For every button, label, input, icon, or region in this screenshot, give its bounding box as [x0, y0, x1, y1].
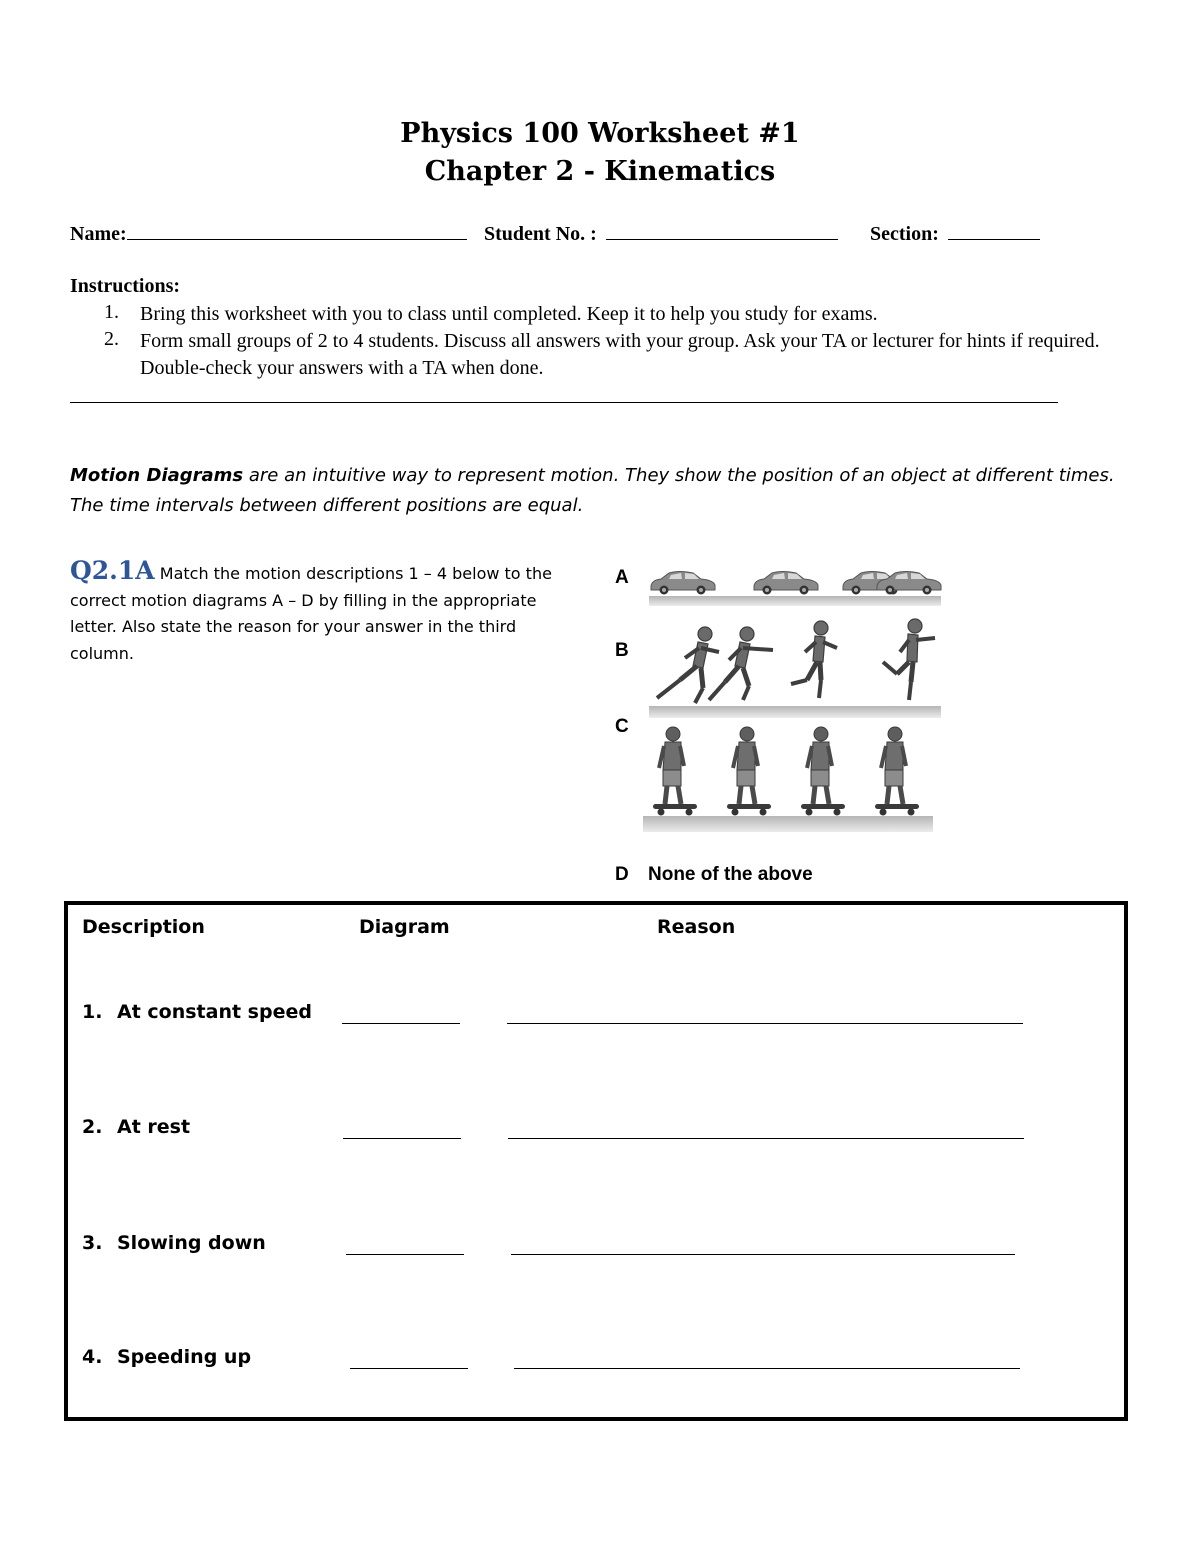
name-label: Name: — [70, 223, 127, 245]
question-label: Q2.1A — [70, 556, 155, 585]
skater-3 — [801, 727, 845, 816]
diagram-d-text: None of the above — [648, 864, 813, 885]
instruction-item-2: Form small groups of 2 to 4 students. Discuss all answers with your group. Ask your TA or lecturer for hints if required. Double-check your answers with a TA when done. — [140, 330, 1100, 379]
row-4-reason-blank[interactable] — [514, 1368, 1020, 1369]
runner-1 — [657, 627, 719, 703]
car-1 — [651, 572, 715, 595]
car-2 — [754, 572, 818, 595]
question-text: Match the motion descriptions 1 – 4 below to the correct motion diagrams A – D by filling in the appropriate letter. Also state the reason for your answer in the third column. — [70, 564, 552, 663]
header-diagram: Diagram — [359, 916, 450, 938]
name-field[interactable] — [70, 221, 467, 246]
skater-1 — [653, 727, 697, 816]
row-4-num: 4. — [82, 1346, 103, 1368]
instructions-heading: Instructions: — [70, 275, 181, 297]
page-subtitle: Chapter 2 - Kinematics — [424, 156, 776, 187]
row-1-label: At constant speed — [117, 1001, 312, 1023]
runner-4 — [883, 619, 935, 700]
section-divider — [70, 402, 1058, 403]
section-field[interactable] — [870, 221, 1040, 246]
instruction-item-1: Bring this worksheet with you to class until completed. Keep it to help you study for exams. — [140, 303, 878, 325]
row-4-label: Speeding up — [117, 1346, 252, 1368]
diagram-c-label: C — [615, 716, 629, 737]
diagram-a-label: A — [615, 567, 629, 588]
intro-paragraph — [70, 461, 1130, 521]
instruction-num-1: 1. — [104, 301, 119, 323]
skater-4 — [875, 727, 919, 816]
diagram-b-runner — [645, 618, 945, 722]
diagram-a-cars — [645, 568, 945, 610]
section-label: Section: — [870, 223, 939, 245]
student-no-label: Student No. : — [484, 223, 597, 245]
row-2-num: 2. — [82, 1116, 103, 1138]
row-4-diagram-blank[interactable] — [350, 1368, 468, 1369]
skater-2 — [727, 727, 771, 816]
intro-term: Motion Diagrams — [70, 465, 244, 486]
row-1-num: 1. — [82, 1001, 103, 1023]
answer-table — [64, 901, 1128, 1421]
header-reason: Reason — [657, 916, 736, 938]
page-title: Physics 100 Worksheet #1 — [400, 118, 800, 149]
row-3-num: 3. — [82, 1232, 103, 1254]
header-description: Description — [82, 916, 205, 938]
row-3-diagram-blank[interactable] — [346, 1254, 464, 1255]
section-blank[interactable] — [948, 221, 1040, 240]
row-3-reason-blank[interactable] — [511, 1254, 1015, 1255]
question-block — [70, 558, 575, 667]
row-3-label: Slowing down — [117, 1232, 266, 1254]
runner-2 — [709, 627, 773, 700]
row-1-diagram-blank[interactable] — [342, 1023, 460, 1024]
row-2-reason-blank[interactable] — [508, 1138, 1024, 1139]
row-2-diagram-blank[interactable] — [343, 1138, 461, 1139]
diagram-d-label: D — [615, 864, 629, 885]
runner-3 — [791, 621, 837, 698]
name-blank[interactable] — [127, 221, 467, 240]
intro-text: are an intuitive way to represent motion. They show the position of an object at different times. The time intervals between different positions are equal. — [70, 465, 1115, 516]
diagram-c-skateboarder — [641, 720, 937, 836]
student-no-blank[interactable] — [606, 221, 838, 240]
instruction-num-2: 2. — [104, 328, 119, 350]
student-no-field[interactable] — [484, 221, 838, 246]
row-1-reason-blank[interactable] — [507, 1023, 1023, 1024]
diagram-b-label: B — [615, 640, 629, 661]
row-2-label: At rest — [117, 1116, 191, 1138]
